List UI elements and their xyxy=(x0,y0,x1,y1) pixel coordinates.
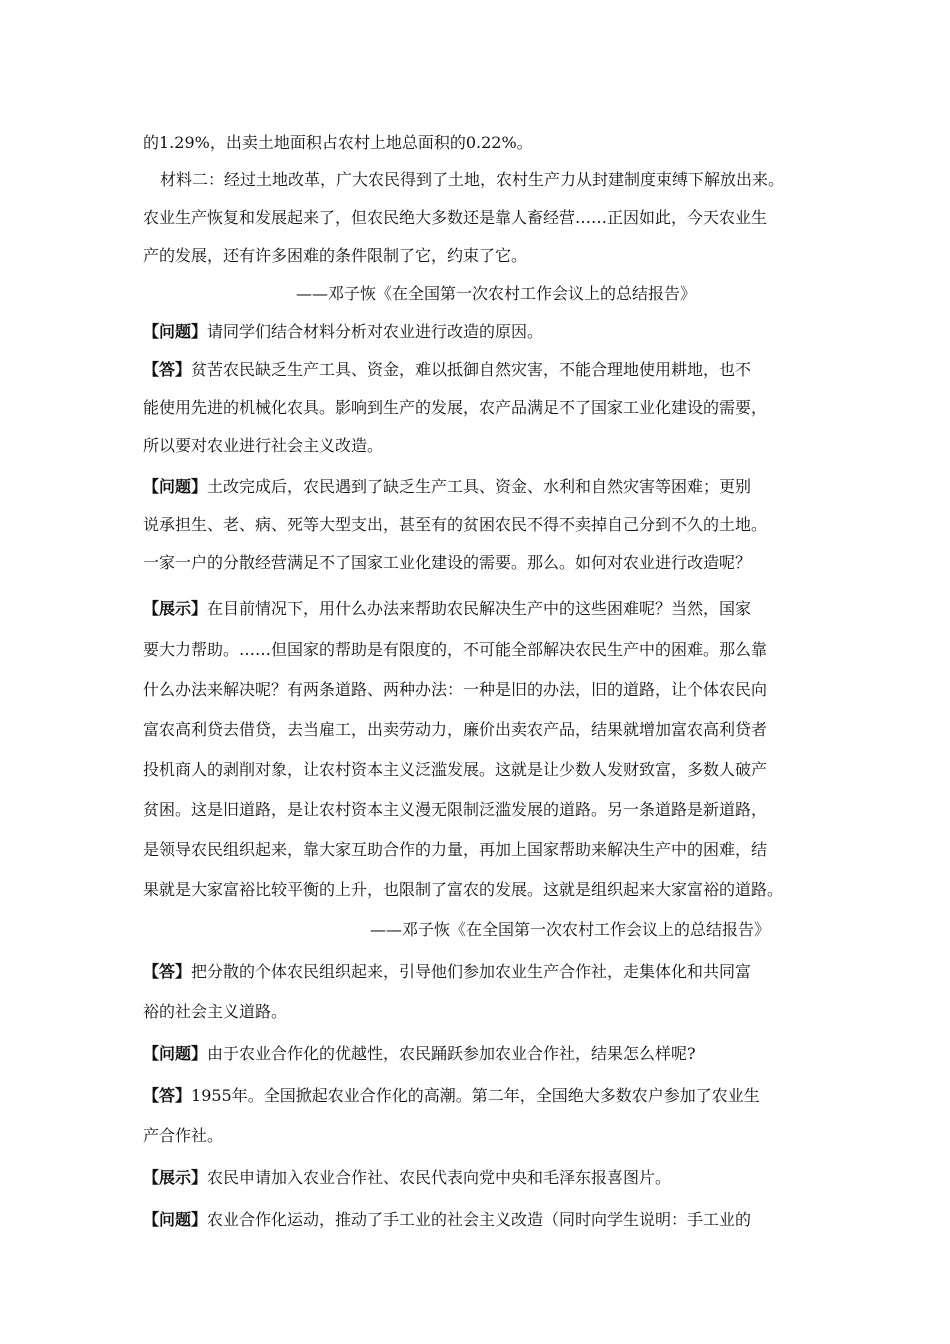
section-label: 【答】 xyxy=(143,360,192,379)
text-line: 【问题】由于农业合作化的优越性，农民踊跃参加农业合作社，结果怎么样呢? xyxy=(143,1044,696,1063)
section-label: 【问题】 xyxy=(143,477,208,496)
text-line: 产合作社。 xyxy=(143,1126,224,1145)
text-line: 裕的社会主义道路。 xyxy=(143,1002,288,1021)
section-label: 【答】 xyxy=(143,1086,192,1105)
section-label: 【答】 xyxy=(143,962,192,981)
source-citation: ——邓子恢《在全国第一次农村工作会议上的总结报告》 xyxy=(296,284,697,303)
text-line: 材料二：经过土地改革，广大农民得到了土地，农村生产力从封建制度束缚下解放出来。 xyxy=(160,170,785,189)
text-line: 农业生产恢复和发展起来了，但农民绝大多数还是靠人畜经营……正因如此，今天农业生 xyxy=(143,208,768,227)
text-line: 贫困。这是旧道路，是让农村资本主义漫无限制泛滥发展的道路。另一条道路是新道路， xyxy=(143,800,768,819)
text-line: 什么办法来解决呢？有两条道路、两种办法：一种是旧的办法，旧的道路，让个体农民向 xyxy=(143,680,768,699)
text-line: 投机商人的剥削对象，让农村资本主义泛滥发展。这就是让少数人发财致富，多数人破产 xyxy=(143,760,768,779)
section-label: 【问题】 xyxy=(143,1044,208,1063)
text-line: 所以要对农业进行社会主义改造。 xyxy=(143,436,384,455)
text-line: 能使用先进的机械化农具。影响到生产的发展，农产品满足不了国家工业化建设的需要， xyxy=(143,398,768,417)
section-label: 【展示】 xyxy=(143,1168,208,1187)
text-line: 说承担生、老、病、死等大型支出，甚至有的贫困农民不得不卖掉自己分到不久的土地。 xyxy=(143,515,768,534)
text-line: 【答】贫苦农民缺乏生产工具、资金，难以抵御自然灾害，不能合理地使用耕地，也不 xyxy=(143,360,752,379)
text-line: 是领导农民组织起来，靠大家互助合作的力量，再加上国家帮助来解决生产中的困难，结 xyxy=(143,840,768,859)
text-line: 【展示】农民申请加入农业合作社、农民代表向党中央和毛泽东报喜图片。 xyxy=(143,1168,672,1187)
section-label: 【问题】 xyxy=(143,1210,208,1229)
text-line: 产的发展，还有许多困难的条件限制了它，约束了它。 xyxy=(143,246,528,265)
text-line: 要大力帮助。……但国家的帮助是有限度的，不可能全部解决农民生产中的困难。那么靠 xyxy=(143,640,768,659)
section-label: 【展示】 xyxy=(143,599,208,618)
text-line: 【问题】请同学们结合材料分析对农业进行改造的原因。 xyxy=(143,322,544,341)
text-line: 【问题】农业合作化运动，推动了手工业的社会主义改造（同时向学生说明：手工业的 xyxy=(143,1210,752,1229)
text-line: 果就是大家富裕比较平衡的上升，也限制了富农的发展。这就是组织起来大家富裕的道路。 xyxy=(143,880,784,899)
text-line: 的1.29%，出卖土地面积占农村上地总面积的0.22%。 xyxy=(143,133,533,152)
text-line: 【展示】在目前情况下，用什么办法来帮助农民解决生产中的这些困难呢？当然，国家 xyxy=(143,599,752,618)
text-line: 【问题】土改完成后，农民遇到了缺乏生产工具、资金、水利和自然灾害等困难；更别 xyxy=(143,477,752,496)
text-line: 【答】把分散的个体农民组织起来，引导他们参加农业生产合作社，走集体化和共同富 xyxy=(143,962,752,981)
section-label: 【问题】 xyxy=(143,322,208,341)
text-line: 一家一户的分散经营满足不了国家工业化建设的需要。那么。如何对农业进行改造呢？ xyxy=(143,553,752,572)
source-citation: ——邓子恢《在全国第一次农村工作会议上的总结报告》 xyxy=(370,920,771,939)
text-line: 【答】1955年。全国掀起农业合作化的高潮。第二年，全国绝大多数农户参加了农业生 xyxy=(143,1086,760,1105)
text-line: 富农高利贷去借贷，去当雇工，出卖劳动力，廉价出卖农产品，结果就增加富农高利贷者 xyxy=(143,720,768,739)
